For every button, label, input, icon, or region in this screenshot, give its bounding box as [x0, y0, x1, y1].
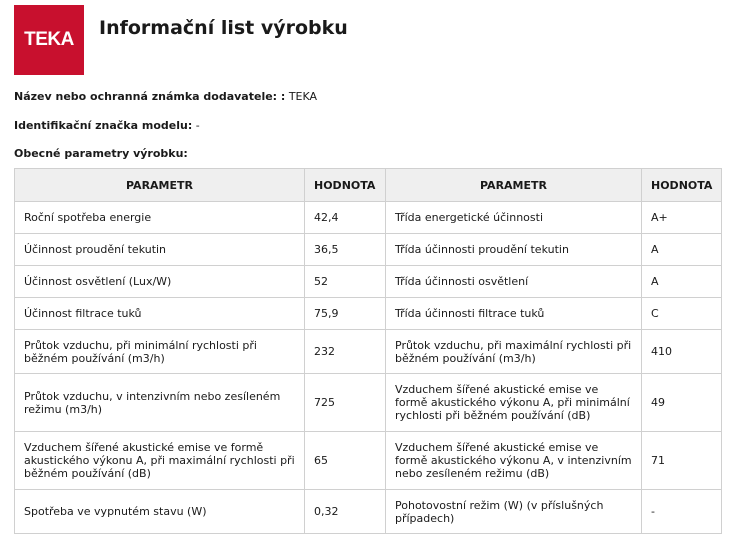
param-cell: Vzduchem šířené akustické emise ve formě akustického výkonu A, v intenzivním nebo zesíleném režimu (dB) [386, 432, 642, 490]
section-label [14, 147, 188, 160]
value-cell: 410 [642, 330, 722, 374]
param-cell: Pohotovostní režim (W) (v příslušných případech) [386, 490, 642, 534]
table-row [15, 266, 722, 298]
table-row [15, 490, 722, 534]
param-cell: Průtok vzduchu, v intenzivním nebo zesíleném režimu (m3/h) [15, 374, 305, 432]
header-parametr-1: PARAMETR [15, 169, 305, 202]
table-row [15, 234, 722, 266]
param-cell: Třída energetické účinnosti [386, 202, 642, 234]
supplier-line [14, 90, 317, 103]
table-row [15, 202, 722, 234]
value-cell: 725 [305, 374, 386, 432]
table-row [15, 432, 722, 490]
param-cell: Účinnost filtrace tuků [15, 298, 305, 330]
value-cell: 232 [305, 330, 386, 374]
param-cell: Účinnost osvětlení (Lux/W) [15, 266, 305, 298]
supplier-value: TEKA [288, 90, 318, 103]
teka-logo [14, 5, 84, 75]
param-cell: Průtok vzduchu, při maximální rychlosti při běžném používání (m3/h) [386, 330, 642, 374]
value-cell: 49 [642, 374, 722, 432]
value-cell: 42,4 [305, 202, 386, 234]
param-cell: Vzduchem šířené akustické emise ve formě akustického výkonu A, při minimální rychlosti při běžném používání (dB) [386, 374, 642, 432]
param-cell: Průtok vzduchu, při minimální rychlosti při běžném používání (m3/h) [15, 330, 305, 374]
parameters-table [14, 168, 722, 534]
param-cell: Účinnost proudění tekutin [15, 234, 305, 266]
param-cell: Třída účinnosti filtrace tuků [386, 298, 642, 330]
value-cell: A [642, 266, 722, 298]
header-hodnota-1: HODNOTA [305, 169, 386, 202]
model-line [14, 119, 200, 132]
value-cell: A+ [642, 202, 722, 234]
value-cell: 52 [305, 266, 386, 298]
value-cell: C [642, 298, 722, 330]
model-value: - [195, 119, 200, 132]
logo-text: TEKA [24, 29, 74, 50]
table-row [15, 374, 722, 432]
table-row [15, 298, 722, 330]
table-row [15, 330, 722, 374]
value-cell: 0,32 [305, 490, 386, 534]
value-cell: 75,9 [305, 298, 386, 330]
table-header-row [15, 169, 722, 202]
page-title: Informační list výrobku [99, 17, 348, 39]
value-cell: - [642, 490, 722, 534]
value-cell: A [642, 234, 722, 266]
section-label-text: Obecné parametry výrobku: [14, 147, 188, 160]
header-parametr-2: PARAMETR [386, 169, 642, 202]
param-cell: Spotřeba ve vypnutém stavu (W) [15, 490, 305, 534]
value-cell: 36,5 [305, 234, 386, 266]
supplier-label: Název nebo ochranná známka dodavatele: : [14, 90, 286, 103]
value-cell: 65 [305, 432, 386, 490]
param-cell: Roční spotřeba energie [15, 202, 305, 234]
param-cell: Třída účinnosti osvětlení [386, 266, 642, 298]
param-cell: Třída účinnosti proudění tekutin [386, 234, 642, 266]
header-hodnota-2: HODNOTA [642, 169, 722, 202]
model-label: Identifikační značka modelu: [14, 119, 193, 132]
param-cell: Vzduchem šířené akustické emise ve formě akustického výkonu A, při maximální rychlosti při běžném používání (dB) [15, 432, 305, 490]
value-cell: 71 [642, 432, 722, 490]
